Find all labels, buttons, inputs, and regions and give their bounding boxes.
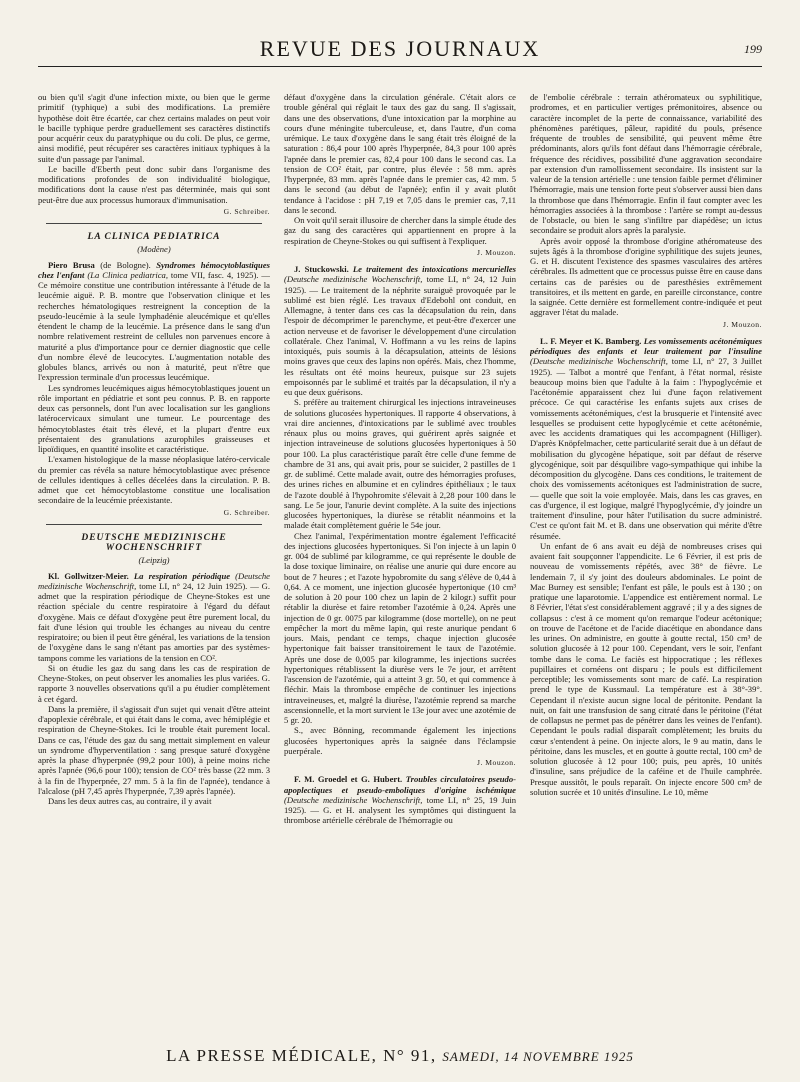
article-author: J. Stuckowski.: [294, 264, 349, 274]
paragraph: de l'embolie cérébrale : terrain athéromateux ou syphilitique, prodromes, et en particulier vertiges prémonitoires, absence ou caractère incomplet de la perte de connaissance, variabilité des phénomènes parétiques, pâleur, rapidité du pouls, présence fréquente de troubles de sensibilité, qui peuvent même être prédominants, alors qu'ils font défaut dans l'hémorragie cérébrale, fréquence des récidives, possibilité d'une aggravation secondaire par extension d'un ramollissement secondaire. Ils insistent sur la valeur de la tension artérielle : une tension faible permet d'éliminer l'hémorragie, mais une tension forte peut s'observer aussi bien dans la thrombose que dans l'hémorragie. Enfin il faut compter avec les hémorragies associées à la thrombose : l'artère se rompt au-dessus de l'obstacle, ou bien le sang s'infiltre par diapédèse; un ictus secondaire se produit alors après la paralysie.: [530, 92, 762, 236]
journal-section-title: LA CLINICA PEDIATRICA: [87, 232, 221, 242]
paragraph: Après avoir opposé la thrombose d'origine athéromateuse des sujets âgés à la thrombose d'origine syphilitique des sujets jeunes, G. et H. discutent l'existence des spasmes vasculaires des artères cérébrales. Ils admettent que ce processus puisse être en cause dans certains cas de parésies ou de paresthésies extrêmement transitoires, et ils mettent en garde, en pareille circonstance, contre la saignée. Cette dernière est formellement contre-indiquée et peut aggraver l'état du malade.: [530, 235, 762, 318]
article-entry: [284, 264, 516, 397]
article-title: Troubles circulatoires pseudo-apoplectiques et pseudo-emboliques d'origine ischémique: [284, 774, 516, 795]
page-header: [38, 26, 762, 67]
article-columns: [38, 92, 762, 1050]
paragraph: Le bacille d'Eberth peut donc subir dans l'organisme des modifications profondes de son individualité biologique, modifications dont la cause n'est pas déterminée, mais qui sont peut-être due aux processus humoraux d'immunisation.: [38, 163, 270, 205]
article-body: tome VII, fasc. 4, 1925). — Ce mémoire constitue une contribution intéressante à l'étude de la leucémie aiguë. P. B. montre que l'observation clinique et les recherches hématologiques restreignent la conception de la pseudo-leucémie à la seule lymphadénie aleucémique et qu'elles étendent le champ de la leucémie. La présence dans le sang d'un nombre relativement restreint de cellules non parvenues encore à maturité a plus d'importance pour ce dernier diagnostic que celle d'un nombre élevé de leucocytes. L'augmentation notable des globules blancs, arrivés ou non à maturité, peut n'être que l'expression terminale d'un processus leucémique.: [38, 269, 270, 383]
article-journal: (Deutsche medizinische Wochenschrift,: [284, 274, 423, 285]
article-journal: (Deutsche medizinische Wochenschrift,: [530, 356, 668, 367]
article-title: La respiration périodique: [128, 570, 231, 581]
article-journal: (Deutsche medizinische Wochenschrift,: [284, 794, 423, 805]
reviewer-signature: J. Mouzon.: [477, 758, 516, 767]
column-middle: [284, 92, 516, 1050]
article-title: Syndromes hémocytoblastiques chez l'enfant: [38, 259, 270, 280]
article-body: tome LI, n° 25, 19 Juin 1925). — G. et H. analysent les symptômes qui distinguent la thrombose artérielle cérébrale de l'hémorragie ou: [284, 794, 516, 826]
paragraph: Les syndromes leucémiques aigus hémocytoblastiques jouent un rôle important en pédiatrie et sont peu connus. P. B. en rapporte deux cas personnels, dont l'un avec localisation sur les ganglions latérocervicaux simulant une tumeur. Le pourcentage des hémocytoblastes était très élevé, et la plupart d'entre eux présentaient des granulations azurophiles graisseuses et lipoïdiques, en quantité insolite et caractéristique.: [38, 382, 270, 454]
journal-section-city: (Modène): [137, 244, 171, 255]
paragraph: S., avec Bönning, recommande également les injections glucosées hypertoniques après la saignée dans l'éclampsie puerpérale.: [284, 725, 516, 756]
article-entry: [284, 774, 516, 825]
paragraph: Chez l'animal, l'expérimentation montre également l'efficacité des injections glucosées hypertoniques. Si l'on injecte à un lapin 0 gr. 004 de sublimé par kilogramme, ce qui représente le double de la dose toxique liminaire, on réalise une anurie qui dure encore au bout de 7 heures ; et l'azote hypobromite du sang s'élève de 0,44 à 0,64. A ce moment, une injection glucosée hypertonique (10 cm³ de solution à 20 pour 100 chez un lapin de 2 kilogr.) suffit pour rétablir la diurèse et faire retomber l'azotémie à 0,24. Après une injection de 0 gr. 0075 par kilogramme (dose mortelle), on ne peut empêcher la mort du même lapin, qui reste anurique pendant 6 jours. Mais, pendant ce temps, chaque injection glucosée hypertonique fait baisser transitoirement le taux de l'azotémie. Après une dose de 0,005 par kilogramme, les injections sucrées hypertoniques rétablissent la diurèse vers le 7e jour, et arrêtent l'ascension de l'azotémie, qui a atteint 3 gr. 50, et qui commence à fléchir. Mais la thrombose empêche de continuer les injections intraveineuses, et, malgré la diurèse, l'azotémie reprend sa marche ascensionnelle, et la mort survient le 13e jour avec une azotémie de 5 gr. 20.: [284, 530, 516, 725]
reviewer-signature: G. Schreiber.: [223, 507, 270, 517]
journal-section-city: (Leipzig): [138, 555, 170, 566]
article-author: L. F. Meyer et K. Bamberg.: [540, 335, 642, 346]
article-entry: [38, 571, 270, 663]
article-body: tome LI, n° 24, 12 Juin 1925). — G. admet que la respiration périodique de Cheyne-Stokes est une réaction spéciale du centre respiratoire à l'égard du défaut d'oxygène. Mais ce défaut d'oxygène peut être purement local, du fait d'une lésion qui trouble les échanges au niveau du centre respiratoire; ou bien il peut être général, les variations de la tension de l'oxygène dans le sang n'étant pas amorties par des systèmes-tampons comme les variations de la tension en CO².: [38, 580, 270, 663]
article-journal: (Deutsche medizinische Wochenschrift,: [38, 570, 270, 591]
footer-journal: LA PRESSE MÉDICALE, N° 91,: [166, 1046, 437, 1065]
article-title: Les vomissements acétonémiques périodiques des enfants et leur traitement par l'insuline: [530, 335, 762, 356]
reviewer-signature: J. Mouzon.: [723, 319, 762, 329]
paragraph: défaut d'oxygène dans la circulation générale. C'était alors ce trouble général qui réglait le taux des gaz du sang. Il s'agissait, dans une des observations, d'une intoxication par la morphine au cours d'une méningite tuberculeuse, et, dans l'autre, d'un coma urémique. Le taux d'oxygène dans le sang était très éloigné de la saturation : 86,4 pour 100 après l'hyperpnée, 84,3 pour 100 après l'apnée dans le premier cas, 82,4 pour 100 dans le second cas. La tension de CO² était, par contre, plus élevée : 58 mm. après l'hyperpnée, 83 mm. après l'apnée dans le premier cas, 42 mm. 5 dans le second (au début de l'apnée); enfin il y avait plutôt tendance à l'acidose : pH 7,19 et 7,05 dans le premier cas, 7,11 dans le second.: [284, 92, 516, 215]
article-author: Piero Brusa: [48, 259, 95, 270]
article-entry: [38, 260, 270, 383]
article-author: F. M. Groedel et G. Hubert.: [294, 774, 403, 785]
paragraph: Dans la première, il s'agissait d'un sujet qui venait d'être atteint d'apoplexie cérébrale, et qui était dans le coma, avec hémiplégie et respiration de Cheyne-Stokes. Ici le trouble était purement local. Dans ce cas, l'étude des gaz du sang mettait simplement en valeur un syndrome d'hyperventilation : sang presque saturé d'oxygène après la phase d'hyperpnée (99,2 pour 100), à peine moins riche après l'apnée (96,6 pour 100); tension de CO² très basse (22 mm. 3 à la fin de l'hyperpnée, 27 mm. 5 à la fin de l'apnée), tendance à l'alcalose (pH 7,45 après l'hyperpnée, 7,39 après l'apnée).: [38, 703, 270, 796]
paragraph: ou bien qu'il s'agit d'une infection mixte, ou bien que le germe primitif (typhique) a subi des modifications. La première hypothèse doit être écartée, car chez certains malades on peut voir le bacille typhique perdre graduellement ses caractères distinctifs pour acquérir ceux du paratyphique ou du coli. De plus, ce germe, ainsi modifié, peut récupérer ses caractères initiaux typhiques à la suite d'un passage par l'animal.: [38, 92, 270, 164]
page-footer: [38, 1046, 762, 1068]
section-divider: [46, 223, 262, 224]
author-affiliation: (de Bologne).: [94, 259, 157, 270]
reviewer-signature: J. Mouzon.: [477, 247, 516, 257]
footer-date: SAMEDI, 14 NOVEMBRE 1925: [442, 1049, 634, 1064]
paragraph: S. préfère au traitement chirurgical les injections intraveineuses de solutions glucosées hypertoniques. Il rapporte 4 observations, à vrai dire anciennes, d'intoxications par le sublimé avec troubles rénaux plus ou moins graves, qui guérirent après saignée et injection intraveineuse de solutions glucosées hypertoniques à 50 pour 100. La plus caractéristique paraît être celle d'une femme de chambre de 31 ans, qui avait pris, pour se suicider, 2 pastilles de 1 gr. de sublimé. Cette malade avait, outre des hémorragies profuses, des urines riches en albumine et en cylindres épithéliaux ; le taux de l'azote doublé à l'hypohromite s'élevait à 2,28 pour 100 dans le sang. Le 5e jour, l'anurie devint complète. A la suite des injections glucosées hypertoniques, la diurèse se rétablit néanmoins et la malade était complètement guérie le 54e jour.: [284, 397, 516, 531]
article-body: tome LI, n° 24, 12 Juin 1925). — Le traitement de la néphrite suraiguë provoquée par le sublimé est bien réglé. Les travaux d'Edebohl ont conduit, en Allemagne, à tenter dans ces cas la décapsulation du rein, dans l'espoir de décomprimer le parenchyme, et peut-être d'exercer une action nerveuse et de favoriser le développement d'une circulation collatérale. Chez l'animal, V. Hoffmann a vu les reins de lapins intoxiqués, puis soumis à la décapsulation, atteints de lésions moins graves que ceux des lapins non opérés. Mais, chez l'homme, les résultats ont été moins heureux, puisque sur 23 sujets empoisonnés par le sublimé et traités par la décapsulation, il n'y a eu que deux guérisons.: [284, 274, 516, 397]
article-entry: [530, 336, 762, 541]
article-body: tome LI, n° 27, 3 Juillet 1925). — Talbot a montré que l'enfant, à l'état normal, résiste beaucoup moins bien que l'adulte à la faim : l'hypoglycémie et l'acétonémie apparaissent chez lui d'une façon relativement précoce. Ce qui caractérise les enfants sujets aux crises de vomissements acétonémiques, c'est la brusquerie et l'intensité avec lesquelles se produisent cette hypoglycémie et cette acétonémie, avec les accidents dramatiques qui les accompagnent (Hilliger). D'après Knöpfelmacher, cette particularité serait due à un défaut de mobilisation du glycogène hépatique, soit par défaut de réserve glycogénique, soit par désquilibre vago-sympathique qui inhibe la décomposition du glycogène. Dans ces conditions, le traitement de choix des vomissements acétoniques est l'administration de sucre, — quelle que soit la voie employée. Mais, dans les cas graves, en cas d'urgence, il est logique, malgré l'hypoglycémie, d'y joindre un traitement d'insuline, pour hâter l'utilisation du sucre administré. C'est ce qu'ont fait M. et B. dans une observation qui mérite d'être résumée.: [530, 356, 762, 541]
paragraph: Si on étudie les gaz du sang dans les cas de respiration de Cheyne-Stokes, on peut observer les anomalies les plus variées. G. rapporte 3 nouvelles observations qu'il a pu étudier complètement à cet égard.: [38, 662, 270, 704]
paragraph: On voit qu'il serait illusoire de chercher dans la simple étude des gaz du sang des caractères qui appartiennent en propre à la respiration de Cheyne-Stokes ou qui suffisent à l'expliquer.: [284, 215, 516, 246]
paragraph: Dans les deux autres cas, au contraire, il y avait: [48, 796, 212, 806]
paragraph: L'examen histologique de la masse néoplasique latéro-cervicale du premier cas révéla sa nature hémocytoblastique avec présence de cellules identiques à celles décelées dans la circulation. P. B. admet que cet hémocytoblastome constitue une localisation secondaire de la leucémie préexistante.: [38, 454, 270, 506]
article-journal: (La Clinica pediatrica,: [84, 269, 171, 280]
paragraph: Un enfant de 6 ans avait eu déjà de nombreuses crises qui avaient fait soupçonner l'appendicite. Le 6 Février, il est pris de nouveau de vomissements répétés, avec 38° de fièvre. Le lendemain 7, il s'y joint des douleurs abdominales. Le point de Mac Burney est sensible; l'enfant est pâle, le pouls est à 130 ; on pratique une laparotomie. L'appendice est entièrement normal. Le 8 Février, l'état s'est considérablement aggravé ; il y a des signes de collapsus : c'est à ce moment qu'on remarque l'odeur acétonique; on trouve de l'acétone et de l'acide diacétique en abondance dans les urines. On administre, en goutte à goutte rectal, 150 cm³ de solution glucosée à 12 pour 100. Cependant, vers le soir, l'enfant tombe dans le coma. Le faciès est hippocratique ; les réflexes pupillaires et cornéens ont disparu ; le pouls est difficilement perceptible; les vomissements sont marc de café. La respiration prend le type de Kussmaul. La température est à 38°-39°. Cependant il n'existe aucun signe local de péritonite. Pendant la nuit, on fait une transfusion de sang citraté dans le péritoine (l'état de collapsus ne permet pas de pénétrer dans les veines de l'enfant). Cependant le pouls radial disparaît complètement; les bruits du cœur s'entendent à peine. On injecte alors, le 9 au matin, dans le péritoine, dans les muscles, et en goutte à goutte rectal, 100 cm³ de solution glucosée à 12 pour 100; puis, peu après, 10 unités d'insuline, sans préjudice de la caféine et de l'huile camphrée. Presque aussitôt, le pouls reparaît. On injecte encore 500 cm³ de solution sucrée et 10 unités d'insuline. Le 10, même: [530, 540, 762, 797]
article-author: Kl. Gollwitzer-Meier.: [48, 570, 129, 581]
running-title: REVUE DES JOURNAUX: [259, 36, 541, 61]
article-title: Le traitement des intoxications mercurielles: [348, 264, 516, 274]
reviewer-signature: G. Schreiber.: [223, 206, 270, 216]
column-right: [530, 92, 762, 1050]
section-divider: [46, 524, 262, 525]
page-number: 199: [744, 42, 762, 56]
column-left: [38, 92, 270, 1050]
journal-section-title: DEUTSCHE MEDIZINISCHE WOCHENSCHRIFT: [81, 532, 227, 553]
